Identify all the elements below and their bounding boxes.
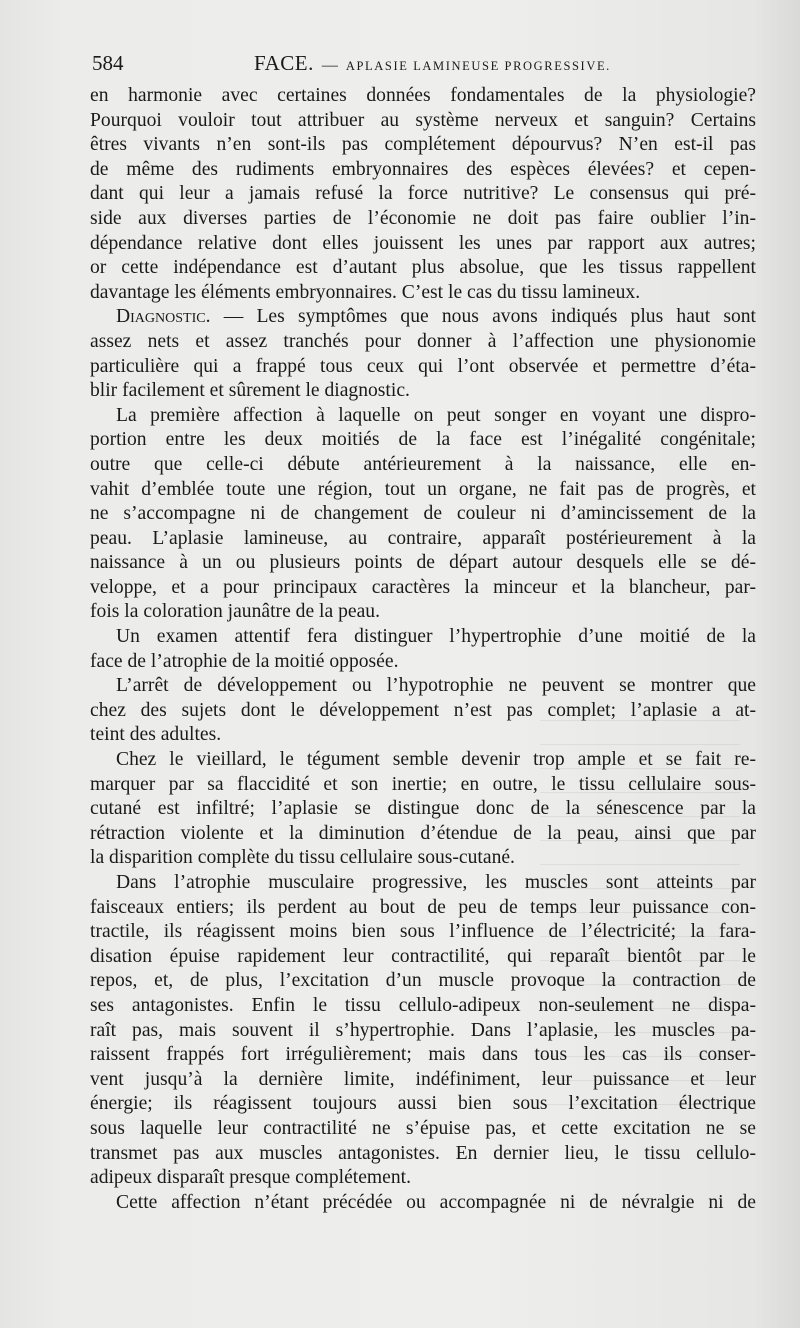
text-line-content: ne s’accompagne ni de changement de couleur ni d’amincissement de la (90, 503, 756, 525)
text-line-content: raît pas, mais souvent il s’hypertrophie. Dans l’aplasie, les muscles pa- (90, 1019, 756, 1041)
text-line (90, 871, 756, 896)
text-line (90, 1092, 756, 1117)
running-title-dash: — (321, 57, 338, 74)
text-line-content: blir facilement et sûrement le diagnostic. (90, 380, 410, 402)
text-line-content: tractile, ils réagissent moins bien sous l’influence de l’électricité; la fara- (90, 921, 756, 943)
text-line-content: êtres vivants n’en sont-ils pas complétement dépourvus? N’en est-il pas (90, 134, 756, 156)
text-line (90, 650, 756, 675)
text-line (90, 305, 756, 330)
text-line-content: Cette affection n’étant précédée ou accompagnée ni de névralgie ni de (116, 1191, 756, 1213)
page-number: 584 (92, 51, 124, 75)
text-line (90, 256, 756, 281)
text-line-content: Chez le vieillard, le tégument semble devenir trop ample et se fait re- (116, 749, 756, 771)
text-line (90, 699, 756, 724)
text-line (90, 158, 756, 183)
running-header (92, 50, 758, 76)
text-line (90, 84, 756, 109)
text-line-content: de même des rudiments embryonnaires des espèces élevées? et cepen- (90, 158, 756, 180)
text-line (90, 773, 756, 798)
text-line-content: fois la coloration jaunâtre de la peau. (90, 601, 380, 623)
text-line (90, 625, 756, 650)
text-line (90, 330, 756, 355)
text-line-content: — Les symptômes que nous avons indiqués plus haut sont (223, 306, 756, 328)
text-line-content: la disparition complète du tissu cellulaire sous-cutané. (90, 847, 515, 869)
text-line (90, 527, 756, 552)
text-line (90, 674, 756, 699)
text-line-content: particulière qui a frappé tous ceux qui l’ont observée et permettre d’éta- (90, 355, 756, 377)
text-line-content: vent jusqu’à la dernière limite, indéfiniment, leur puissance et leur (90, 1068, 756, 1090)
text-line-content: Pourquoi vouloir tout attribuer au système nerveux et sanguin? Certains (90, 109, 756, 131)
text-line-content: raissent frappés fort irrégulièrement; mais dans tous les cas ils conser- (90, 1044, 756, 1066)
text-line (90, 404, 756, 429)
text-line (90, 896, 756, 921)
text-line (90, 576, 756, 601)
text-line (90, 945, 756, 970)
text-line (90, 551, 756, 576)
text-line (90, 797, 756, 822)
text-line-content: repos, et, de plus, l’excitation d’un muscle provoque la contraction de (90, 970, 756, 992)
text-line (90, 428, 756, 453)
text-line-content: chez des sujets dont le développement n’est pas complet; l’aplasie a at- (90, 699, 756, 721)
text-line-content: rétraction violente et la diminution d’étendue de la peau, ainsi que par (90, 822, 756, 844)
text-line (90, 748, 756, 773)
text-line-content: portion entre les deux moitiés de la face est l’inégalité congénitale; (90, 429, 756, 451)
body-text (90, 84, 756, 1215)
text-line (90, 1019, 756, 1044)
text-line-content: en harmonie avec certaines données fondamentales de la physiologie? (90, 85, 756, 106)
text-line-content: transmet pas aux muscles antagonistes. En dernier lieu, le tissu cellulo- (90, 1142, 756, 1164)
text-line (90, 600, 756, 625)
text-line-content: vahit d’emblée toute une région, tout un organe, ne fait pas de progrès, et (90, 478, 756, 500)
text-line (90, 355, 756, 380)
text-line-content: dépendance relative dont elles jouissent les unes par rapport aux autres; (90, 232, 756, 254)
text-line (90, 1142, 756, 1167)
text-line (90, 232, 756, 257)
text-line-content: davantage les éléments embryonnaires. C’est le cas du tissu lamineux. (90, 281, 641, 303)
text-line-content: marquer par sa flaccidité et son inertie; en outre, le tissu cellulaire sous- (90, 773, 756, 795)
text-line (90, 846, 756, 871)
text-line-content: Dans l’atrophie musculaire progressive, les muscles sont atteints par (116, 872, 756, 893)
text-line-content: La première affection à laquelle on peut songer en voyant une dispro- (116, 404, 756, 426)
text-line (90, 182, 756, 207)
text-line (90, 109, 756, 134)
text-line-content: ses antagonistes. Enfin le tissu cellulo-adipeux non-seulement ne dispa- (90, 994, 756, 1016)
text-line-content: naissance à un ou plusieurs points de départ autour desquels elle se dé- (90, 552, 756, 574)
text-line-content: cutané est infiltré; l’aplasie se distingue donc de la sénescence par la (90, 798, 756, 820)
text-line (90, 723, 756, 748)
text-line (90, 502, 756, 527)
text-line (90, 133, 756, 158)
text-line (90, 1191, 756, 1216)
text-line-content: énergie; ils réagissent toujours aussi bien sous l’excitation électrique (90, 1093, 756, 1115)
text-line-content: Un examen attentif fera distinguer l’hypertrophie d’une moitié de la (116, 626, 756, 648)
text-line (90, 453, 756, 478)
text-line-content: faisceaux entiers; ils perdent au bout de peu de temps leur puissance con- (90, 896, 756, 918)
text-line-content: disation épuise rapidement leur contractilité, qui reparaît bientôt par le (90, 945, 756, 967)
section-lead-word: Diagnostic. (116, 306, 211, 328)
text-line-content: dant qui leur a jamais refusé la force nutritive? Le consensus qui pré- (90, 183, 756, 205)
text-line (90, 207, 756, 232)
text-line-content: sous laquelle leur contractilité ne s’épuise pas, et cette excitation ne se (90, 1117, 756, 1139)
text-line-content: peau. L’aplasie lamineuse, au contraire, apparaît postérieurement à la (90, 527, 756, 549)
running-title-main: FACE. (254, 51, 314, 75)
running-title (254, 50, 611, 79)
text-line-content: L’arrêt de développement ou l’hypotrophie ne peuvent se montrer que (116, 675, 756, 697)
text-line (90, 379, 756, 404)
text-line-content: veloppe, et a pour principaux caractères la minceur et la blancheur, par- (90, 576, 756, 598)
text-line (90, 920, 756, 945)
text-line (90, 478, 756, 503)
text-line-content: adipeux disparaît presque complétement. (90, 1167, 412, 1189)
text-line-content: outre que celle-ci débute antérieurement à la naissance, elle en- (90, 453, 756, 475)
text-line-content: or cette indépendance est d’autant plus absolue, que les tissus rappellent (90, 257, 756, 279)
text-line (90, 1117, 756, 1142)
running-title-subtitle: APLASIE LAMINEUSE PROGRESSIVE. (345, 59, 611, 73)
text-line-content: teint des adultes. (90, 724, 222, 746)
text-line (90, 1043, 756, 1068)
text-line (90, 969, 756, 994)
text-line (90, 822, 756, 847)
text-line (90, 1068, 756, 1093)
text-line (90, 281, 756, 306)
text-line-content: side aux diverses parties de l’économie ne doit pas faire oublier l’in- (90, 207, 756, 229)
text-line-content: assez nets et assez tranchés pour donner à l’affection une physionomie (90, 330, 756, 352)
text-line (90, 1166, 756, 1191)
text-line (90, 994, 756, 1019)
text-line-content: face de l’atrophie de la moitié opposée. (90, 650, 399, 672)
